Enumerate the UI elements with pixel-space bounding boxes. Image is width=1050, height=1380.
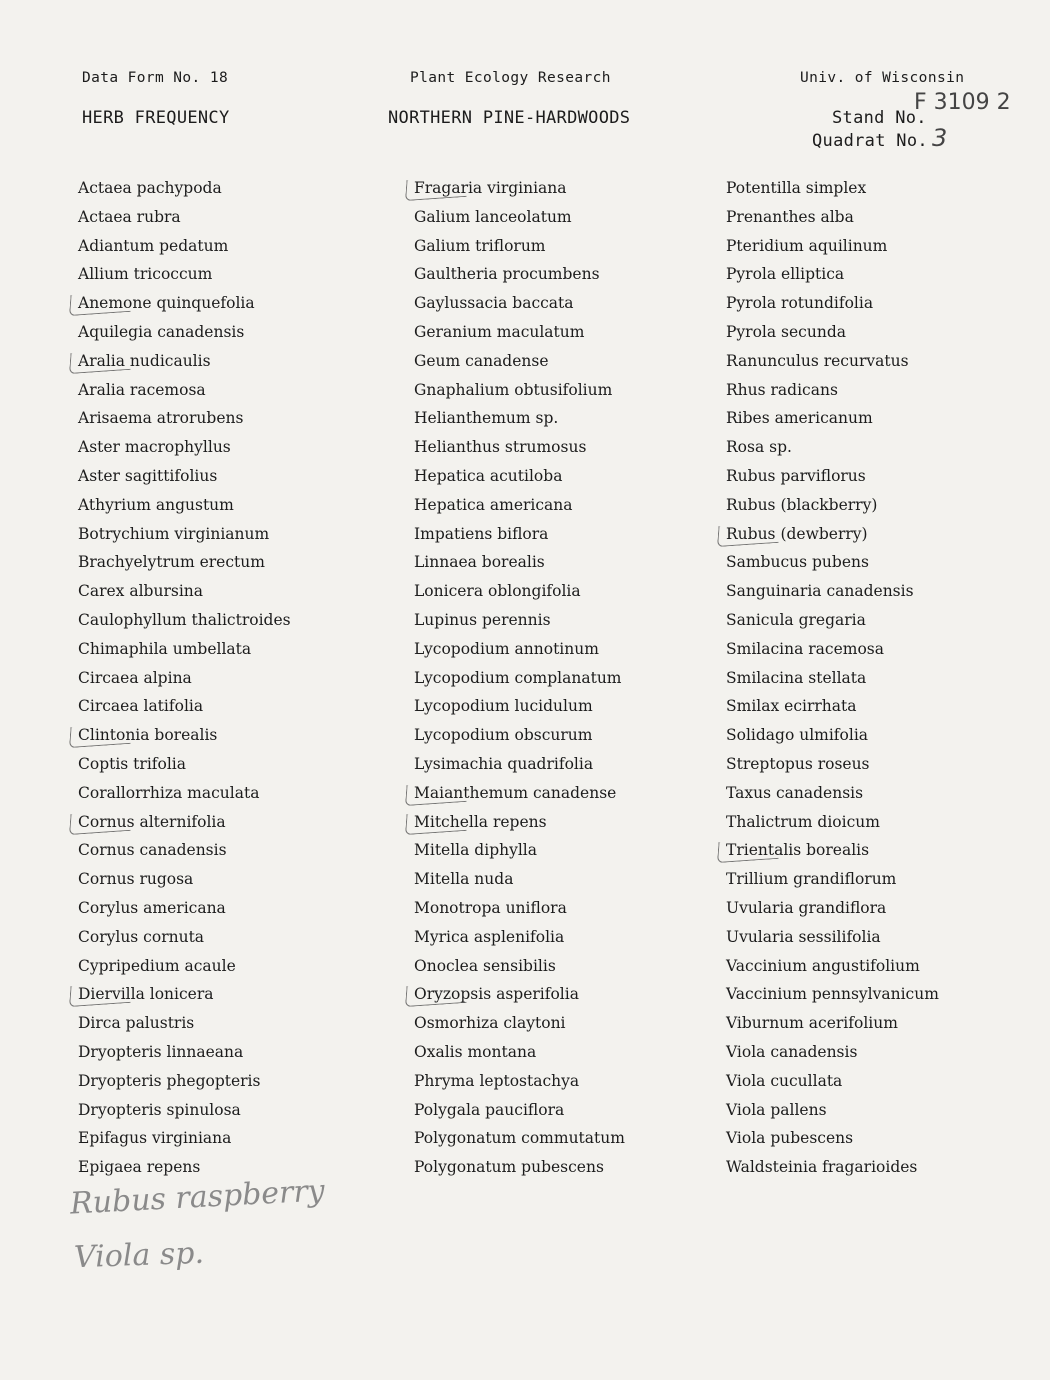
quadrat-number: 3	[932, 124, 948, 152]
species-item: Lycopodium obscurum	[414, 726, 593, 745]
species-column-3	[726, 174, 939, 1182]
species-item: Galium lanceolatum	[414, 207, 572, 226]
species-item: Rubus parviflorus	[726, 466, 866, 485]
form-number: Data Form No. 18	[82, 70, 229, 86]
species-item: Trillium grandiflorum	[726, 870, 897, 889]
species-item: Adiantum pedatum	[78, 236, 229, 255]
species-item: Vaccinium angustifolium	[726, 956, 920, 975]
species-item: Viburnum acerifolium	[726, 1014, 898, 1033]
stand-label: Stand No.	[832, 108, 927, 128]
species-item: Vaccinium pennsylvanicum	[726, 985, 939, 1004]
species-item: Sanicula gregaria	[726, 610, 866, 629]
species-item: Lysimachia quadrifolia	[414, 754, 594, 773]
check-mark-icon	[69, 982, 132, 1007]
species-item: Fragaria virginiana	[414, 174, 625, 203]
species-item: Circaea latifolia	[78, 697, 204, 716]
organization: Plant Ecology Research	[410, 70, 611, 86]
species-item: Corylus americana	[78, 898, 226, 917]
species-item: Taxus canadensis	[726, 783, 864, 802]
species-item: Impatiens biflora	[414, 524, 549, 543]
species-item: Anemone quinquefolia	[78, 289, 291, 318]
species-item: Diervilla lonicera	[78, 980, 291, 1009]
species-item: Prenanthes alba	[726, 207, 854, 226]
species-item: Cornus rugosa	[78, 870, 194, 889]
species-item: Carex albursina	[78, 582, 203, 601]
species-item: Ranunculus recurvatus	[726, 351, 909, 370]
handwritten-note-2: Viola sp.	[73, 1235, 205, 1276]
species-item: Phryma leptostachya	[414, 1071, 580, 1090]
species-item: Trientalis borealis	[726, 836, 939, 865]
species-item: Galium triflorum	[414, 236, 546, 255]
stand-number: F 3109 2	[914, 90, 1011, 115]
species-item: Rosa sp.	[726, 438, 792, 457]
check-mark-icon	[69, 809, 132, 834]
species-item: Mitella diphylla	[414, 841, 538, 860]
check-mark-icon	[405, 809, 468, 834]
species-item: Cornus canadensis	[78, 841, 227, 860]
species-item: Geum canadense	[414, 351, 549, 370]
species-item: Athyrium angustum	[78, 495, 234, 514]
species-item: Pteridium aquilinum	[726, 236, 888, 255]
species-item: Pyrola rotundifolia	[726, 294, 874, 313]
species-item: Sanguinaria canadensis	[726, 582, 914, 601]
species-item: Allium tricoccum	[78, 265, 213, 284]
species-item: Mitella nuda	[414, 870, 514, 889]
check-mark-icon	[69, 291, 132, 316]
species-item: Coptis trifolia	[78, 754, 187, 773]
species-item: Streptopus roseus	[726, 754, 870, 773]
species-item: Polygala pauciflora	[414, 1100, 565, 1119]
species-item: Circaea alpina	[78, 668, 192, 687]
check-mark-icon	[405, 982, 468, 1007]
check-mark-icon	[69, 723, 132, 748]
species-item: Lycopodium complanatum	[414, 668, 622, 687]
species-item: Corylus cornuta	[78, 927, 205, 946]
species-item: Dirca palustris	[78, 1014, 195, 1033]
species-item: Clintonia borealis	[78, 721, 291, 750]
species-item: Cornus alternifolia	[78, 808, 291, 837]
species-item: Cypripedium acaule	[78, 956, 236, 975]
species-item: Aster sagittifolius	[78, 466, 218, 485]
quadrat-label: Quadrat No.	[812, 131, 928, 151]
species-item: Sambucus pubens	[726, 553, 869, 572]
species-item: Maianthemum canadense	[414, 779, 625, 808]
species-item: Mitchella repens	[414, 808, 625, 837]
check-mark-icon	[717, 838, 780, 863]
species-item: Pyrola secunda	[726, 322, 846, 341]
species-item: Osmorhiza claytoni	[414, 1014, 566, 1033]
species-item: Viola cucullata	[726, 1071, 843, 1090]
species-item: Smilax ecirrhata	[726, 697, 857, 716]
species-item: Myrica asplenifolia	[414, 927, 565, 946]
species-item: Dryopteris spinulosa	[78, 1100, 241, 1119]
species-item: Linnaea borealis	[414, 553, 545, 572]
species-item: Aquilegia canadensis	[78, 322, 245, 341]
species-item: Lycopodium lucidulum	[414, 697, 593, 716]
species-item: Aster macrophyllus	[78, 438, 231, 457]
check-mark-icon	[405, 781, 468, 806]
section-title: HERB FREQUENCY	[82, 108, 230, 128]
species-item: Smilacina stellata	[726, 668, 867, 687]
species-item: Aralia nudicaulis	[78, 347, 291, 376]
species-item: Corallorrhiza maculata	[78, 783, 260, 802]
community-title: NORTHERN PINE-HARDWOODS	[388, 108, 631, 128]
species-item: Waldsteinia fragarioides	[726, 1158, 918, 1177]
species-item: Hepatica acutiloba	[414, 466, 563, 485]
species-item: Rhus radicans	[726, 380, 838, 399]
species-item: Botrychium virginianum	[78, 524, 270, 543]
species-item: Gaylussacia baccata	[414, 294, 574, 313]
species-item: Solidago ulmifolia	[726, 726, 869, 745]
species-item: Brachyelytrum erectum	[78, 553, 265, 572]
species-item: Helianthus strumosus	[414, 438, 587, 457]
check-mark-icon	[717, 521, 780, 546]
species-item: Hepatica americana	[414, 495, 573, 514]
species-item: Dryopteris phegopteris	[78, 1071, 261, 1090]
species-item: Rubus (blackberry)	[726, 495, 878, 514]
species-item: Actaea pachypoda	[78, 179, 222, 197]
species-item: Geranium maculatum	[414, 322, 585, 341]
species-item: Gaultheria procumbens	[414, 265, 600, 284]
species-item: Helianthemum sp.	[414, 409, 559, 428]
species-item: Polygonatum pubescens	[414, 1158, 604, 1177]
check-mark-icon	[405, 176, 468, 201]
species-item: Monotropa uniflora	[414, 898, 567, 917]
species-item: Ribes americanum	[726, 409, 873, 428]
species-item: Potentilla simplex	[726, 179, 867, 197]
species-item: Lupinus perennis	[414, 610, 551, 629]
species-item: Chimaphila umbellata	[78, 639, 252, 658]
species-item: Lonicera oblongifolia	[414, 582, 581, 601]
species-column-1	[78, 174, 291, 1182]
species-item: Uvularia grandiflora	[726, 898, 887, 917]
species-item: Pyrola elliptica	[726, 265, 845, 284]
species-item: Thalictrum dioicum	[726, 812, 880, 831]
species-item: Dryopteris linnaeana	[78, 1042, 244, 1061]
handwritten-note-1: Rubus raspberry	[69, 1173, 326, 1222]
species-item: Oryzopsis asperifolia	[414, 980, 625, 1009]
species-item: Viola canadensis	[726, 1042, 858, 1061]
species-item: Oxalis montana	[414, 1042, 537, 1061]
species-item: Gnaphalium obtusifolium	[414, 380, 613, 399]
species-item: Lycopodium annotinum	[414, 639, 599, 658]
species-item: Uvularia sessilifolia	[726, 927, 881, 946]
species-item: Actaea rubra	[78, 207, 181, 226]
species-item: Aralia racemosa	[78, 380, 206, 399]
species-item: Rubus (dewberry)	[726, 520, 939, 549]
species-item: Epifagus virginiana	[78, 1129, 232, 1148]
species-item: Caulophyllum thalictroides	[78, 610, 291, 629]
university: Univ. of Wisconsin	[800, 70, 965, 86]
species-item: Polygonatum commutatum	[414, 1129, 625, 1148]
check-mark-icon	[69, 349, 132, 374]
species-item: Arisaema atrorubens	[78, 409, 244, 428]
species-column-2	[414, 174, 625, 1182]
species-item: Onoclea sensibilis	[414, 956, 556, 975]
species-item: Epigaea repens	[78, 1158, 201, 1177]
species-item: Viola pubescens	[726, 1129, 854, 1148]
species-item: Smilacina racemosa	[726, 639, 884, 658]
species-item: Viola pallens	[726, 1100, 827, 1119]
